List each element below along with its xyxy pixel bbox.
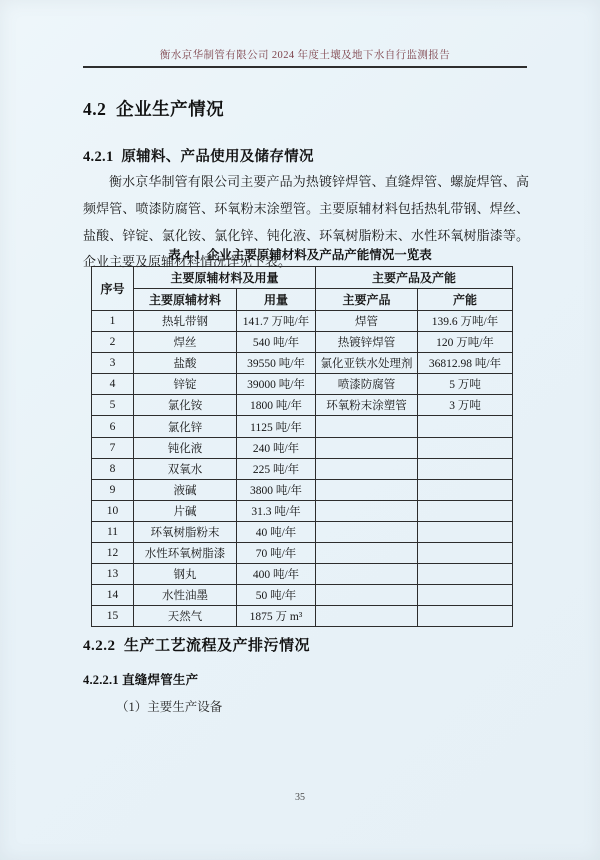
table-row — [92, 311, 513, 332]
cell-usage: 141.7 万吨/年 — [237, 311, 316, 332]
cell-index: 2 — [92, 332, 134, 353]
cell-usage: 50 吨/年 — [237, 585, 316, 606]
cell-product — [316, 458, 418, 479]
cell-product: 氯化亚铁水处理剂 — [316, 353, 418, 374]
section-heading-4-2: 4.2 企业生产情况 — [83, 99, 225, 119]
cell-usage: 400 吨/年 — [237, 564, 316, 585]
cell-product — [316, 543, 418, 564]
cell-capacity — [418, 606, 513, 627]
table-row — [92, 416, 513, 437]
cell-usage: 1875 万 m³ — [237, 606, 316, 627]
cell-product: 喷漆防腐管 — [316, 374, 418, 395]
table-header-row-1 — [92, 267, 513, 289]
cell-index: 14 — [92, 585, 134, 606]
cell-index: 4 — [92, 374, 134, 395]
cell-capacity: 36812.98 吨/年 — [418, 353, 513, 374]
cell-usage: 31.3 吨/年 — [237, 500, 316, 521]
cell-material: 盐酸 — [134, 353, 237, 374]
cell-index: 7 — [92, 437, 134, 458]
cell-capacity — [418, 458, 513, 479]
cell-capacity — [418, 543, 513, 564]
cell-product — [316, 606, 418, 627]
cell-index: 1 — [92, 311, 134, 332]
table-row — [92, 353, 513, 374]
cell-index: 9 — [92, 479, 134, 500]
col-group-materials: 主要原辅材料及用量 — [134, 267, 316, 289]
table-row — [92, 437, 513, 458]
cell-capacity — [418, 479, 513, 500]
col-header-usage: 用量 — [237, 289, 316, 311]
cell-index: 13 — [92, 564, 134, 585]
table-row — [92, 332, 513, 353]
section-heading-4-2-1: 4.2.1 原辅料、产品使用及储存情况 — [83, 149, 314, 165]
cell-material: 钝化液 — [134, 437, 237, 458]
table-row — [92, 521, 513, 542]
cell-usage: 40 吨/年 — [237, 521, 316, 542]
table-row — [92, 395, 513, 416]
cell-index: 5 — [92, 395, 134, 416]
cell-capacity — [418, 437, 513, 458]
cell-usage: 3800 吨/年 — [237, 479, 316, 500]
cell-product: 环氧粉末涂塑管 — [316, 395, 418, 416]
cell-index: 10 — [92, 500, 134, 521]
cell-material: 热轧带钢 — [134, 311, 237, 332]
cell-product — [316, 500, 418, 521]
col-header-product: 主要产品 — [316, 289, 418, 311]
cell-material: 钢丸 — [134, 564, 237, 585]
cell-capacity — [418, 500, 513, 521]
cell-capacity — [418, 585, 513, 606]
section-heading-4-2-2-1: 4.2.2.1 直缝焊管生产 — [83, 673, 199, 687]
cell-product — [316, 564, 418, 585]
cell-capacity: 139.6 万吨/年 — [418, 311, 513, 332]
cell-capacity — [418, 416, 513, 437]
cell-usage: 39550 吨/年 — [237, 353, 316, 374]
materials-table-container — [91, 266, 513, 627]
cell-product: 热镀锌焊管 — [316, 332, 418, 353]
cell-product: 焊管 — [316, 311, 418, 332]
cell-material: 氯化锌 — [134, 416, 237, 437]
table-row — [92, 585, 513, 606]
cell-capacity — [418, 521, 513, 542]
list-item-main-equipment: （1）主要生产设备 — [116, 700, 223, 714]
cell-material: 双氧水 — [134, 458, 237, 479]
table-header — [92, 267, 513, 311]
table-row — [92, 374, 513, 395]
cell-material: 水性油墨 — [134, 585, 237, 606]
cell-usage: 70 吨/年 — [237, 543, 316, 564]
table-row — [92, 458, 513, 479]
page-header — [83, 47, 527, 68]
table-row — [92, 564, 513, 585]
cell-capacity — [418, 564, 513, 585]
cell-material: 氯化铵 — [134, 395, 237, 416]
table-row — [92, 543, 513, 564]
cell-product — [316, 479, 418, 500]
cell-material: 水性环氧树脂漆 — [134, 543, 237, 564]
cell-usage: 540 吨/年 — [237, 332, 316, 353]
materials-table — [91, 266, 513, 627]
cell-usage: 1125 吨/年 — [237, 416, 316, 437]
cell-material: 焊丝 — [134, 332, 237, 353]
cell-capacity: 120 万吨/年 — [418, 332, 513, 353]
cell-index: 3 — [92, 353, 134, 374]
page-header-title: 衡水京华制管有限公司 2024 年度土壤及地下水自行监测报告 — [159, 50, 451, 61]
cell-usage: 225 吨/年 — [237, 458, 316, 479]
cell-material: 液碱 — [134, 479, 237, 500]
cell-product — [316, 521, 418, 542]
cell-capacity: 5 万吨 — [418, 374, 513, 395]
cell-index: 6 — [92, 416, 134, 437]
cell-usage: 240 吨/年 — [237, 437, 316, 458]
col-header-capacity: 产能 — [418, 289, 513, 311]
cell-index: 11 — [92, 521, 134, 542]
cell-product — [316, 585, 418, 606]
table-row — [92, 606, 513, 627]
table-row — [92, 479, 513, 500]
cell-index: 8 — [92, 458, 134, 479]
table-body — [92, 311, 513, 627]
col-header-material: 主要原辅材料 — [134, 289, 237, 311]
page-number: 35 — [295, 792, 305, 803]
table-row — [92, 500, 513, 521]
cell-index: 12 — [92, 543, 134, 564]
cell-product — [316, 437, 418, 458]
table-header-row-2 — [92, 289, 513, 311]
cell-material: 片碱 — [134, 500, 237, 521]
cell-usage: 39000 吨/年 — [237, 374, 316, 395]
cell-material: 锌锭 — [134, 374, 237, 395]
cell-capacity: 3 万吨 — [418, 395, 513, 416]
cell-product — [316, 416, 418, 437]
cell-index: 15 — [92, 606, 134, 627]
table-caption: 表 4-1 企业主要原辅材料及产品产能情况一览表 — [168, 248, 432, 262]
cell-usage: 1800 吨/年 — [237, 395, 316, 416]
section-heading-4-2-2: 4.2.2 生产工艺流程及产排污情况 — [83, 638, 311, 654]
col-header-index: 序号 — [92, 267, 134, 311]
cell-material: 天然气 — [134, 606, 237, 627]
col-group-products: 主要产品及产能 — [316, 267, 513, 289]
cell-material: 环氧树脂粉末 — [134, 521, 237, 542]
intro-paragraph: 衡水京华制管有限公司主要产品为热镀锌焊管、直缝焊管、螺旋焊管、高频焊管、喷漆防腐管、环氧粉末涂塑管。主要原辅材料包括热轧带钢、焊丝、盐酸、锌锭、氯化铵、氯化锌、钝化液、环氧树脂粉末、水性环氧树脂漆等。企业主要及原辅材料情况详见下表。 — [83, 174, 529, 270]
